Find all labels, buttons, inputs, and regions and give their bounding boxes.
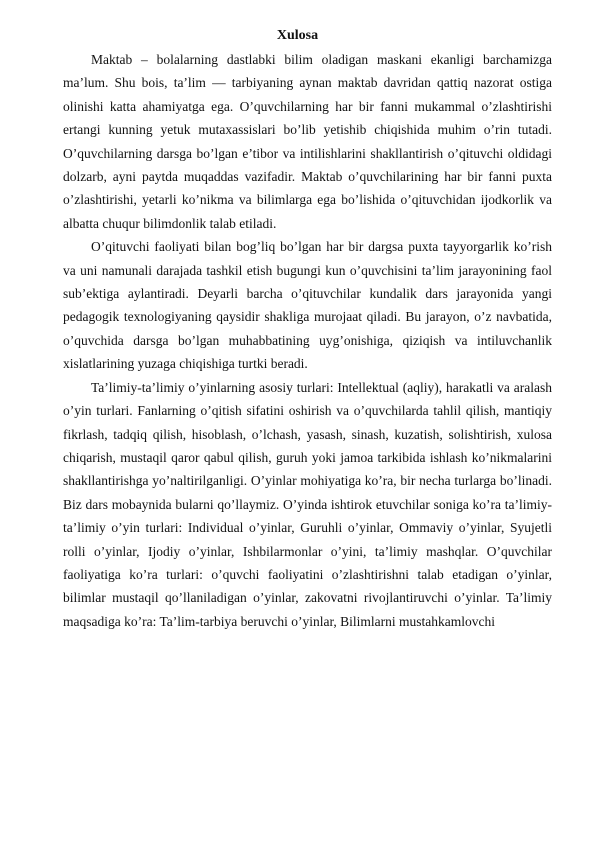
- paragraph-2: O’qituvchi faoliyati bilan bog’liq bo’lgan har bir dargsa puxta tayyorgarlik ko’rish va uni namunali darajada tashkil etish bugungi kun o’quvchisini ta’lim jarayonining faol sub’ektiga aylantiradi. Deyarli barcha o’qituvchilar kundalik dars jarayonida yangi pedagogik texnologiyaning qaysidir shakliga murojaat qiladi. Bu jarayon, o’z navbatida, o’quvchida darsga bo’lgan muhabbatining uyg’onishiga, qiziqish va intiluvchanlik xislatlarining yuzaga chiqishiga turtki beradi.: [63, 239, 552, 372]
- paragraph-1: Maktab – bolalarning dastlabki bilim oladigan maskani ekanligi barchamizga ma’lum. Shu bois, ta’lim — tarbiyaning aynan maktab davridan qattiq nazorat ostiga olinishi katta ahamiyatga ega. O’quvchilarning har bir fanni mukammal o’zlashtirishi ertangi kunning yetuk mutaxassislari bo’lib yetishib chiqishida muhim o’rin tutadi. O’quvchilarning darsga bo’lgan e’tibor va intilishlarini shakllantirish o’qituvchi oldidagi dolzarb, ayni paytda muqaddas vazifadir. Maktab o’quvchilarining har bir fanni puxta o’zlashtirishi, yetarli ko’nikma va bilimlarga ega bo’lishida o’qituvchidan ijodkorlik va albatta chuqur bilimdonlik talab etiladi.: [63, 52, 552, 231]
- paragraph-3: Ta’limiy-ta’limiy o’yinlarning asosiy turlari: Intellektual (aqliy), harakatli va aralash o’yin turlari. Fanlarning o’qitish sifatini oshirish va o’quvchilarda tahlil qilish, mantiqiy fikrlash, tadqiq qilish, hisoblash, o’lchash, yasash, sinash, kuzatish, solishtirish, xulosa chiqarish, mustaqil qaror qabul qilish, guruh yoki jamoa tarkibida ishlash ko’nikmalarini shakllantirishga yo’naltirilganligi. O’yinlar mohiyatiga ko’ra, bir necha turlarga bo’linadi. Biz dars mobaynida bularni qo’llaymiz. O’yinda ishtirok etuvchilar soniga ko’ra ta’limiy-ta’limiy o’yin turlari: Individual o’yinlar, Guruhli o’yinlar, Ommaviy o’yinlar, Syujetli rolli o’yinlar, Ijodiy o’yinlar, Ishbilarmonlar o’yini, ta’limiy mashqlar. O’quvchilar faoliyatiga ko’ra turlari: o’quvchi faoliyatini o’zlashtirishni talab etadigan o’yinlar, bilimlar mustaqil qo’llaniladigan o’yinlar, zakovatni rivojlantiruvchi o’yinlar. Ta’limiy maqsadiga ko’ra: Ta’lim-tarbiya beruvchi o’yinlar, Bilimlarni mustahkamlovchi: [63, 379, 552, 629]
- document-body: [63, 48, 552, 633]
- document-title: Xulosa: [276, 28, 319, 43]
